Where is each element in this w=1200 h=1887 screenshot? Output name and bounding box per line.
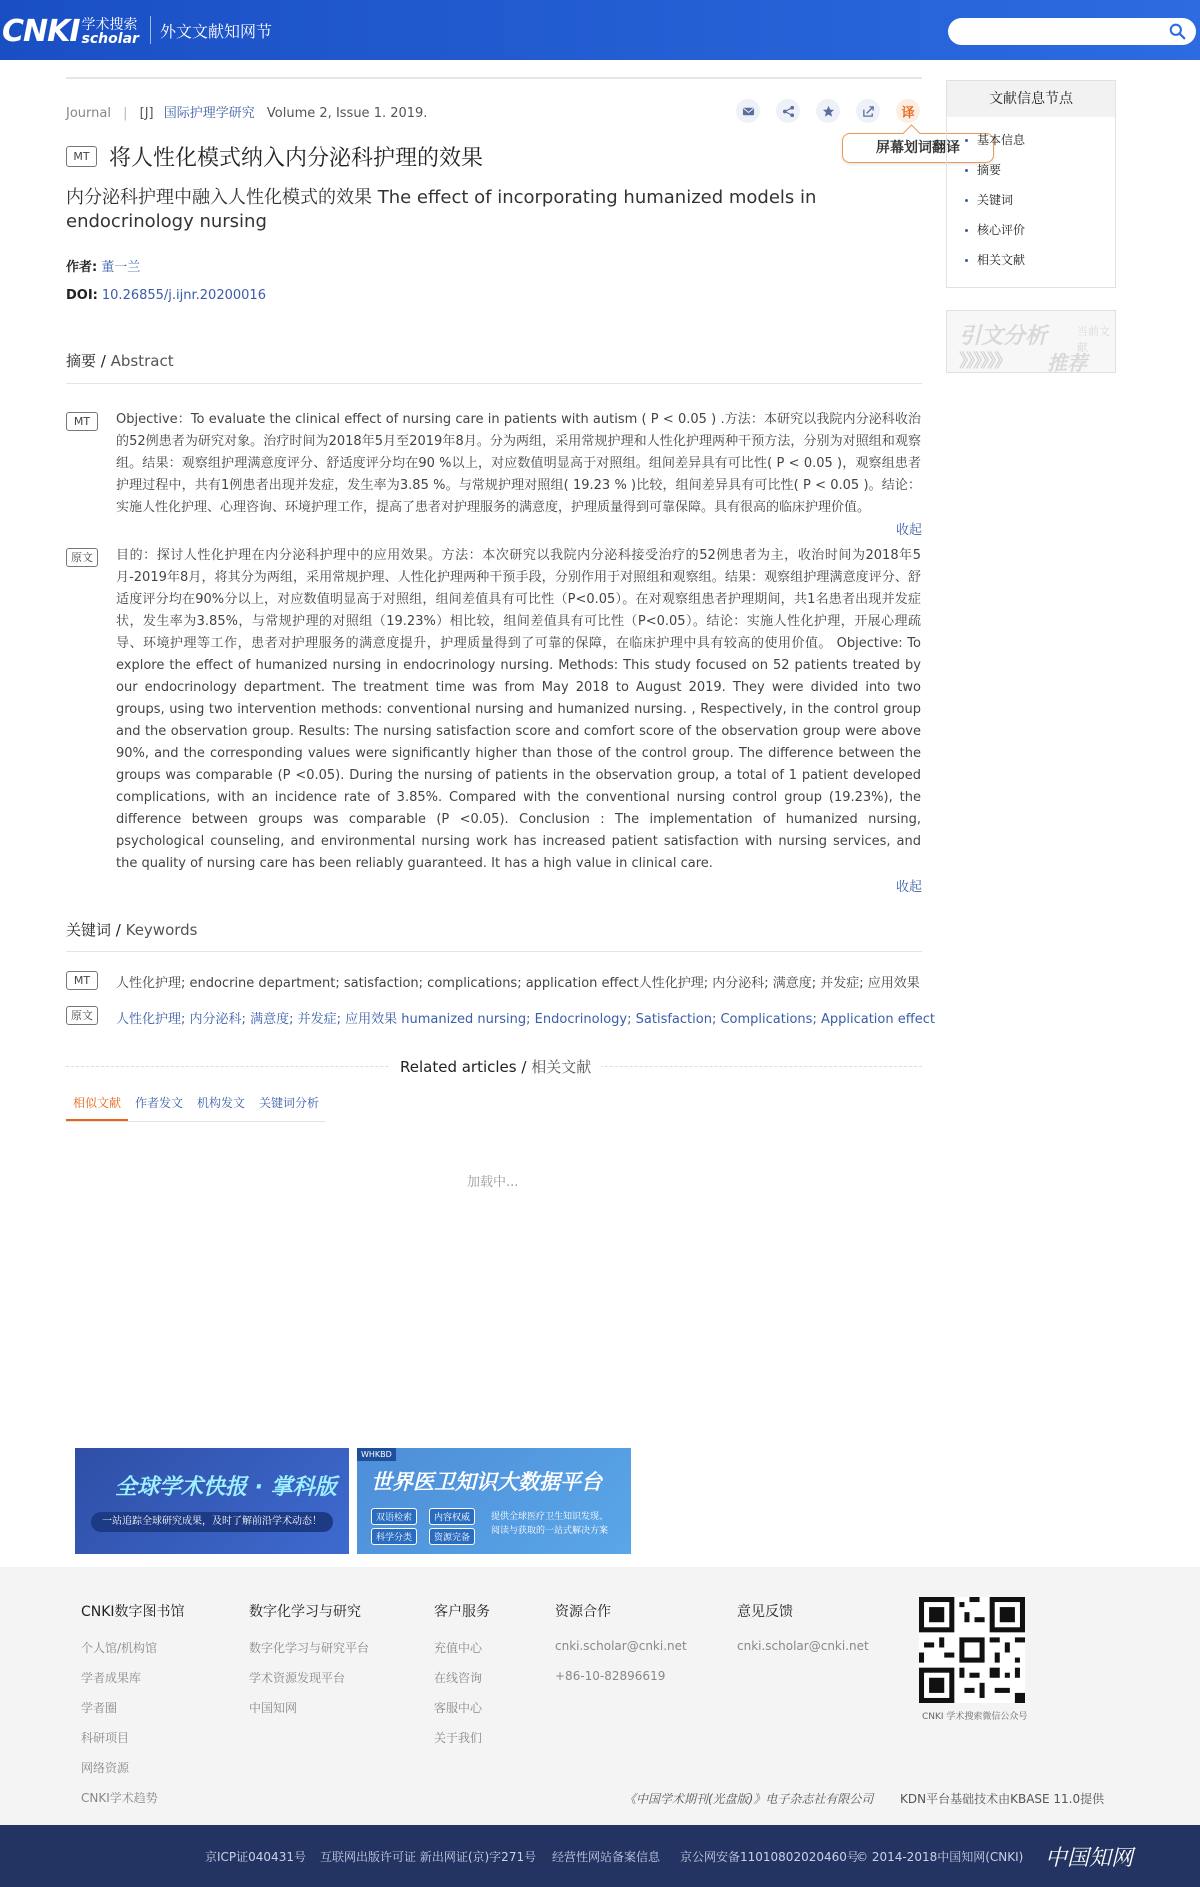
abstract-heading bbox=[66, 350, 174, 371]
article-title: 将人性化模式纳入内分泌科护理的效果 bbox=[109, 146, 484, 171]
top-header bbox=[0, 0, 1200, 60]
footer-col-feedback bbox=[737, 1601, 869, 1669]
banner2-desc-line: 阅读与获取的一站式解决方案 bbox=[491, 1526, 609, 1536]
banner2-chip: 内容权威 bbox=[429, 1508, 475, 1525]
qr-label: CNKI 学术搜索微信公众号 bbox=[922, 1712, 1028, 1722]
sidebar-item-basic-info[interactable]: 基本信息 bbox=[965, 131, 1115, 161]
source-type: Journal bbox=[66, 106, 111, 121]
mt-tag: MT bbox=[66, 146, 97, 167]
search-input[interactable] bbox=[948, 18, 1196, 45]
author-link[interactable]: 董一兰 bbox=[101, 260, 141, 275]
loading-text: 加载中... bbox=[467, 1175, 519, 1190]
footer-col-title: 数字化学习与研究 bbox=[249, 1604, 361, 1620]
share-icon[interactable] bbox=[776, 99, 800, 123]
keyword-link[interactable]: Application effect bbox=[820, 1012, 935, 1027]
keywords-heading-en: Keywords bbox=[125, 921, 198, 939]
meta-separator: | bbox=[123, 106, 128, 121]
abstract-original-text: 目的：探讨人性化护理在内分泌科护理中的应用效果。方法：本次研究以我院内分泌科接受治疗的52例患者为主，收治时间为2018年5月-2019年8月，将其分为两组，采用常规护理、人性化护理两种干预手段，分别作用于对照组和观察组。结果：观察组护理满意度评分、舒适度评分均在90%分以上，对应数值明显高于对照组，组间差值具有可比性（P<0.05）。在对观察组患者护理期间，共1名患者出现并发症状，发生率为3.85%，与常规护理的对照组（19.23%）相比较，组间差值具有可比性（P<0.05）。结论：实施人性化护理，开展心理疏导、环境护理等工作，患者对护理服务的满意度提升，护理质量得到了可靠的保障，在临床护理中具有较高的使用价值。 Objective: To explore the effect of humanized nursing in endocrinology nursing. Methods: This study focused on 52 patients treated by our endocrinology department. The treatment time was from May 2018 to August 2019. They were divided into two groups, using two intervention methods: conventional nursing and humanized nursing. , Respectively, in the control group and the observation group. Results: The nursing satisfaction score and comfort score of the observation group were above 90%, and the corresponding values were significantly higher than those of the control group. The difference between the groups was comparable (P <0.05). During the nursing of patients in the observation group, a total of 1 patient developed complications, with an incidence rate of 3.85%. Compared with the conventional nursing control group (19.23%), the difference between groups was comparable (P <0.05). Conclusion : The implementation of humanized nursing, psychological counseling, and environmental nursing work has increased patient satisfaction with nursing services, and the quality of nursing care has been reliably guaranteed. It has a high value in clinical care. bbox=[116, 548, 921, 871]
logo-cn-text: 学术搜索 bbox=[81, 16, 138, 33]
ad-arrows: 》》》》》》 bbox=[959, 351, 1010, 372]
doi-link[interactable]: 10.26855/j.ijnr.20200016 bbox=[101, 288, 266, 303]
export-icon[interactable] bbox=[856, 99, 880, 123]
publisher-text: 《中国学术期刊(光盘版)》电子杂志社有限公司 bbox=[624, 1792, 874, 1806]
logo-text: CNKI bbox=[2, 14, 80, 49]
search-icon[interactable] bbox=[1169, 23, 1186, 40]
doi-row bbox=[66, 288, 266, 303]
site-name: 外文文献知网节 bbox=[160, 22, 273, 41]
tab-keyword-analysis[interactable]: 关键词分析 bbox=[259, 1096, 320, 1110]
keyword-link[interactable]: 内分泌科; bbox=[189, 1012, 246, 1027]
sidebar-item-keywords[interactable]: 关键词 bbox=[965, 191, 1115, 221]
footer bbox=[0, 1567, 1200, 1825]
cnki-scholar-logo[interactable] bbox=[2, 14, 139, 49]
tab-author-articles[interactable]: 作者发文 bbox=[135, 1096, 184, 1110]
keywords-original-list bbox=[116, 1008, 935, 1027]
related-tabs bbox=[66, 1094, 326, 1122]
author-label: 作者: bbox=[66, 260, 98, 275]
footer-link: +86-10-82896619 bbox=[555, 1669, 666, 1683]
footer-col-digital-library bbox=[81, 1601, 185, 1819]
tab-similar-articles[interactable]: 相似文献 bbox=[66, 1094, 128, 1121]
sidebar-nav bbox=[946, 80, 1116, 288]
keywords-mt-tag: MT bbox=[66, 971, 98, 990]
wechat-qr-code bbox=[919, 1597, 1025, 1703]
footer-link[interactable]: 充值中心 bbox=[434, 1641, 483, 1655]
keyword-link[interactable]: Satisfaction; bbox=[635, 1012, 717, 1027]
copyright: © 2014-2018中国知网(CNKI) bbox=[856, 1850, 1024, 1864]
footer-link[interactable]: 数字化学习与研究平台 bbox=[249, 1641, 370, 1655]
journal-name-link[interactable]: 国际护理学研究 bbox=[163, 106, 255, 121]
footer-col-title: 客户服务 bbox=[434, 1604, 490, 1620]
footer-col-title: 资源合作 bbox=[555, 1604, 611, 1620]
translate-button[interactable]: 译 bbox=[896, 99, 920, 123]
keyword-link[interactable]: Complications; bbox=[720, 1012, 817, 1027]
footer-link[interactable]: 在线咨询 bbox=[434, 1671, 483, 1685]
tab-institution-articles[interactable]: 机构发文 bbox=[197, 1096, 246, 1110]
abstract-orig-collapse[interactable]: 收起 bbox=[895, 880, 922, 895]
icp-license[interactable]: 京ICP证040431号 bbox=[205, 1850, 306, 1864]
abstract-heading-cn: 摘要 bbox=[66, 352, 97, 370]
footer-link[interactable]: 中国知网 bbox=[249, 1701, 298, 1715]
sidebar-item-related[interactable]: 相关文献 bbox=[965, 251, 1115, 281]
abstract-orig-tag: 原文 bbox=[66, 548, 98, 567]
kdn-text: KDN平台基础技术由KBASE 11.0提供 bbox=[900, 1792, 1105, 1806]
footer-col-title: CNKI数字图书馆 bbox=[81, 1604, 185, 1620]
ad-title: 引文分析 bbox=[959, 324, 1048, 349]
footer-col-title: 意见反馈 bbox=[737, 1604, 793, 1620]
banner2-corner: WHKBD bbox=[357, 1448, 396, 1461]
sidebar-title: 文献信息节点 bbox=[947, 81, 1115, 117]
keyword-link[interactable]: 应用效果 humanized nursing; bbox=[345, 1012, 531, 1027]
cnki-footer-logo: 中国知网 bbox=[1045, 1846, 1134, 1871]
abstract-divider bbox=[66, 383, 922, 384]
footer-link[interactable]: cnki.scholar@cnki.net bbox=[737, 1639, 869, 1653]
public-security-record[interactable]: 京公网安备11010802020460号 bbox=[680, 1850, 859, 1864]
abstract-mt-collapse[interactable]: 收起 bbox=[895, 523, 922, 538]
heading-slash: / bbox=[516, 1058, 532, 1076]
citation-analysis-banner[interactable] bbox=[946, 310, 1116, 373]
header-divider bbox=[150, 16, 151, 44]
keyword-link[interactable]: 满意度; bbox=[250, 1012, 294, 1027]
footer-link[interactable]: CNKI学术趋势 bbox=[81, 1791, 158, 1805]
translate-tooltip: 屏幕划词翻译 bbox=[842, 133, 994, 163]
related-heading bbox=[390, 1056, 601, 1077]
publishing-license[interactable]: 互联网出版许可证 新出网证(京)字271号 bbox=[320, 1850, 537, 1864]
article-subtitle: 内分泌科护理中融入人性化模式的效果 The effect of incorporating humanized models in endocrinology nursing bbox=[66, 187, 817, 232]
banner2-chip: 科学分类 bbox=[371, 1528, 417, 1545]
footer-link[interactable]: 网络资源 bbox=[81, 1761, 130, 1775]
related-heading-en: Related articles bbox=[400, 1058, 517, 1076]
journal-type: [J] bbox=[139, 106, 154, 121]
keyword-link[interactable]: 人性化护理; bbox=[116, 1012, 186, 1027]
keywords-heading-cn: 关键词 bbox=[66, 921, 112, 939]
banner1-subtitle: 一站追踪全球研究成果，及时了解前沿学术动态！ bbox=[91, 1512, 333, 1532]
keywords-heading bbox=[66, 919, 198, 940]
keywords-divider bbox=[66, 951, 922, 952]
bottom-bar bbox=[0, 1825, 1200, 1887]
banner2-description bbox=[491, 1510, 608, 1538]
keyword-link[interactable]: Endocrinology; bbox=[534, 1012, 632, 1027]
sidebar-item-abstract[interactable]: 摘要 bbox=[965, 161, 1115, 191]
top-divider bbox=[66, 77, 922, 79]
website-record[interactable]: 经营性网站备案信息 bbox=[552, 1850, 661, 1864]
heading-slash: / bbox=[111, 921, 126, 939]
abstract-mt-text: Objective：To evaluate the clinical effect of nursing care in patients with autism ( P < 0.05 ) .方法：本研究以我院内分泌科收治的52例患者为研究对象。治疗时间为2018年5月至2019年8月。分为两组，采用常规护理和人性化护理两种干预方法，分别为对照组和观察组。结果：观察组护理满意度评分、舒适度评分均在90 %以上，对应数值明显高于对照组。组间差异具有可比性( P < 0.05 )，观察组患者护理过程中，共有1例患者出现并发症，发生率为3.85 %。与常规护理对照组( 19.23 % )比较，组间差异具有可比性( P < 0.05 )。结论：实施人性化护理、心理咨询、环境护理工作，提高了患者对护理服务的满意度，护理质量得到可靠保障。具有很高的临床护理价值。 bbox=[116, 412, 921, 515]
footer-link[interactable]: 科研项目 bbox=[81, 1731, 130, 1745]
banner2-title: 世界医卫知识大数据平台 bbox=[371, 1470, 602, 1494]
medical-knowledge-platform-banner[interactable] bbox=[357, 1448, 631, 1554]
footer-link[interactable]: cnki.scholar@cnki.net bbox=[555, 1639, 687, 1653]
footer-link[interactable]: 个人馆/机构馆 bbox=[81, 1641, 158, 1655]
heading-slash: / bbox=[96, 352, 111, 370]
star-icon[interactable] bbox=[816, 99, 840, 123]
keywords-orig-tag: 原文 bbox=[66, 1006, 98, 1025]
article-toolbar bbox=[736, 99, 920, 123]
related-heading-cn: 相关文献 bbox=[531, 1058, 592, 1076]
footer-link[interactable]: 学者成果库 bbox=[81, 1671, 142, 1685]
email-icon[interactable] bbox=[736, 99, 760, 123]
doi-label: DOI: bbox=[66, 288, 98, 303]
ad-subtitle: 当前文献 bbox=[1077, 325, 1110, 354]
banner2-desc-line: 提供全球医疗卫生知识发现、 bbox=[491, 1512, 609, 1522]
footer-col-cooperation bbox=[555, 1601, 687, 1699]
volume-issue: Volume 2, Issue 1. 2019. bbox=[266, 106, 428, 121]
footer-col-customer-service bbox=[434, 1601, 490, 1759]
global-academic-news-banner[interactable] bbox=[75, 1448, 349, 1554]
footer-link[interactable]: 学术资源发现平台 bbox=[249, 1671, 346, 1685]
keyword-link[interactable]: 并发症; bbox=[297, 1012, 341, 1027]
sidebar-item-core-evaluation[interactable]: 核心评价 bbox=[965, 221, 1115, 251]
footer-col-digital-learning bbox=[249, 1601, 369, 1729]
footer-link[interactable]: 关于我们 bbox=[434, 1731, 483, 1745]
banner2-chip: 资源完备 bbox=[429, 1528, 475, 1545]
banner1-title: 全球学术快报 · 掌科版 bbox=[115, 1475, 337, 1500]
article-meta bbox=[66, 102, 427, 121]
author-row bbox=[66, 256, 140, 275]
keywords-mt-text: 人性化护理; endocrine department; satisfaction; complications; application effect人性化护理; 内分泌科; 满意度; 并发症; 应用效果 bbox=[116, 976, 920, 991]
abstract-heading-en: Abstract bbox=[110, 352, 174, 370]
footer-link[interactable]: 客服中心 bbox=[434, 1701, 483, 1715]
ad-recommend: 推荐 bbox=[1047, 351, 1087, 373]
abstract-mt-tag: MT bbox=[66, 412, 98, 431]
logo-en-text: scholar bbox=[81, 30, 139, 47]
banner2-chip: 双语检索 bbox=[371, 1508, 417, 1525]
footer-link[interactable]: 学者圈 bbox=[81, 1701, 118, 1715]
